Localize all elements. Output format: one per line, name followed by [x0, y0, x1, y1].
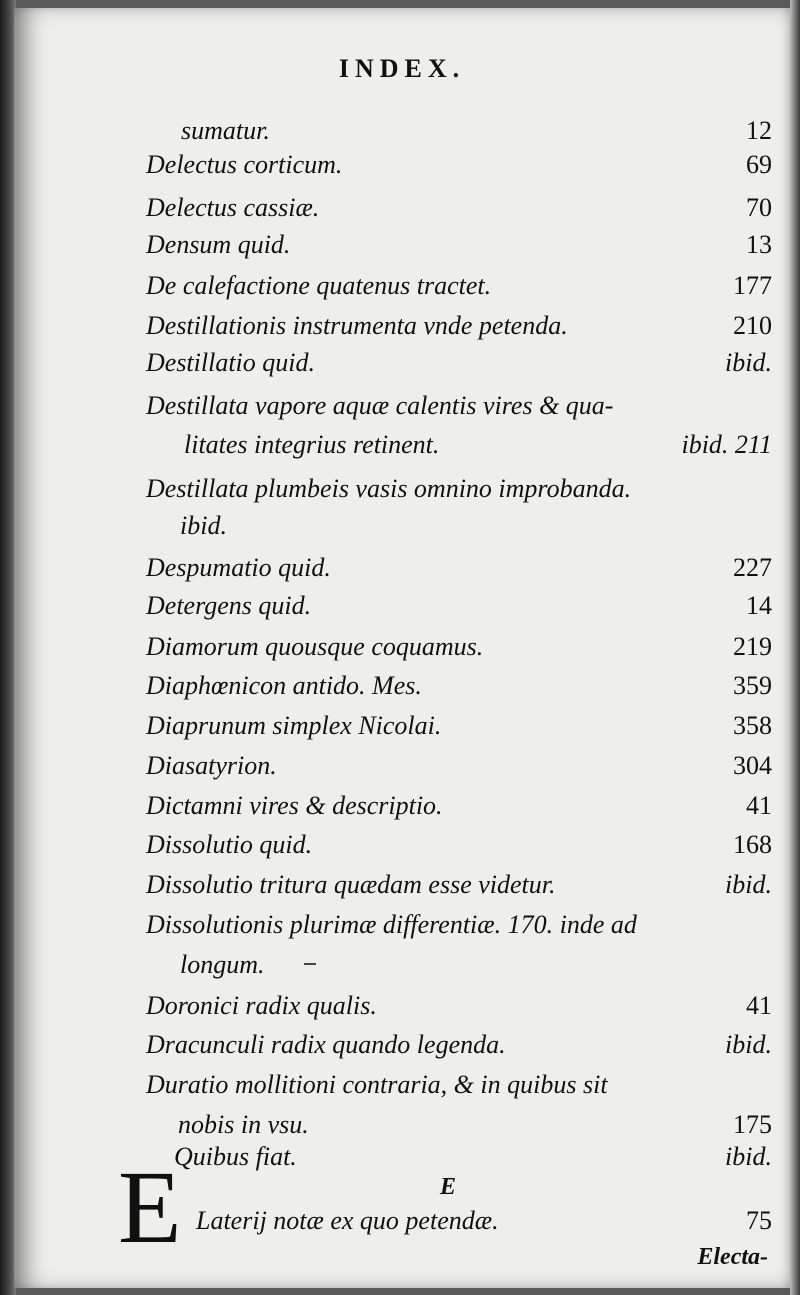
index-page-number: 13: [746, 230, 772, 259]
index-page-number: 12: [746, 116, 772, 145]
index-entry-continuation: nobis in vsu.: [178, 1110, 309, 1139]
index-page-number: ibid.: [725, 870, 772, 899]
page-edge: [790, 0, 800, 1295]
page-title: INDEX.: [338, 54, 466, 83]
index-entry: Delectus corticum.: [146, 150, 343, 179]
index-page-number: 41: [746, 791, 772, 820]
index-entry-continuation: litates integrius retinent.: [184, 430, 440, 459]
index-entry: Delectus cassiæ.: [146, 193, 320, 222]
index-subentry: Quibus fiat.: [174, 1142, 297, 1171]
index-page-number: ibid.: [725, 1030, 772, 1059]
index-entry: Doronici radix qualis.: [146, 991, 377, 1020]
index-page-number: ibid. 211: [681, 430, 772, 459]
index-entry: Diamorum quousque coquamus.: [146, 632, 484, 661]
index-page-number: 14: [746, 591, 772, 620]
index-entry: Dictamni vires & descriptio.: [146, 791, 443, 820]
index-page-number: 227: [733, 553, 772, 582]
index-entry: Diaprunum simplex Nicolai.: [146, 711, 442, 740]
index-entry: Duratio mollitioni contraria, & in quibus sit: [146, 1070, 608, 1099]
index-page-number: 177: [733, 271, 772, 300]
index-entry: Dissolutio tritura quædam esse videtur.: [146, 870, 556, 899]
index-page-number: 70: [746, 193, 772, 222]
index-page-number: 175: [733, 1110, 772, 1139]
index-page: [14, 8, 790, 1288]
index-entry: Diaphœnicon antido. Mes.: [146, 671, 422, 700]
index-page-number: 41: [746, 991, 772, 1020]
index-entry: sumatur.: [181, 116, 270, 145]
index-page-number: 304: [733, 751, 772, 780]
index-entry: Destillationis instrumenta vnde petenda.: [146, 311, 568, 340]
index-entry: Destillatio quid.: [146, 348, 315, 377]
divider: [304, 963, 316, 965]
index-page-number: 359: [733, 671, 772, 700]
index-entry: Destillata plumbeis vasis omnino improbanda.: [146, 474, 632, 503]
index-entry-continuation: longum.: [180, 950, 265, 979]
index-entry: Dissolutio quid.: [146, 830, 313, 859]
index-page-number: 75: [746, 1206, 772, 1235]
index-page-number: 219: [733, 632, 772, 661]
section-heading: E: [440, 1174, 457, 1200]
index-entry: Despumatio quid.: [146, 553, 331, 582]
index-entry: Destillata vapore aquæ calentis vires & qua-: [146, 391, 614, 420]
index-entry: Dracunculi radix quando legenda.: [146, 1030, 506, 1059]
catchword: Electa-: [697, 1244, 768, 1270]
index-page-number: 168: [733, 830, 772, 859]
index-page-number: ibid.: [725, 1142, 772, 1171]
index-entry: Detergens quid.: [146, 591, 312, 620]
index-entry: Laterij notæ ex quo petendæ.: [196, 1206, 499, 1235]
index-entry: Densum quid.: [146, 230, 291, 259]
index-page-number: ibid.: [725, 348, 772, 377]
index-page-number: 69: [746, 150, 772, 179]
index-entry-continuation: ibid.: [180, 511, 227, 540]
drop-cap: E: [118, 1150, 182, 1265]
index-page-number: 358: [733, 711, 772, 740]
index-entry: Diasatyrion.: [146, 751, 277, 780]
index-entry: De calefactione quatenus tractet.: [146, 271, 492, 300]
index-page-number: 210: [733, 311, 772, 340]
index-entry: Dissolutionis plurimæ differentiæ. 170. inde ad: [146, 910, 637, 939]
